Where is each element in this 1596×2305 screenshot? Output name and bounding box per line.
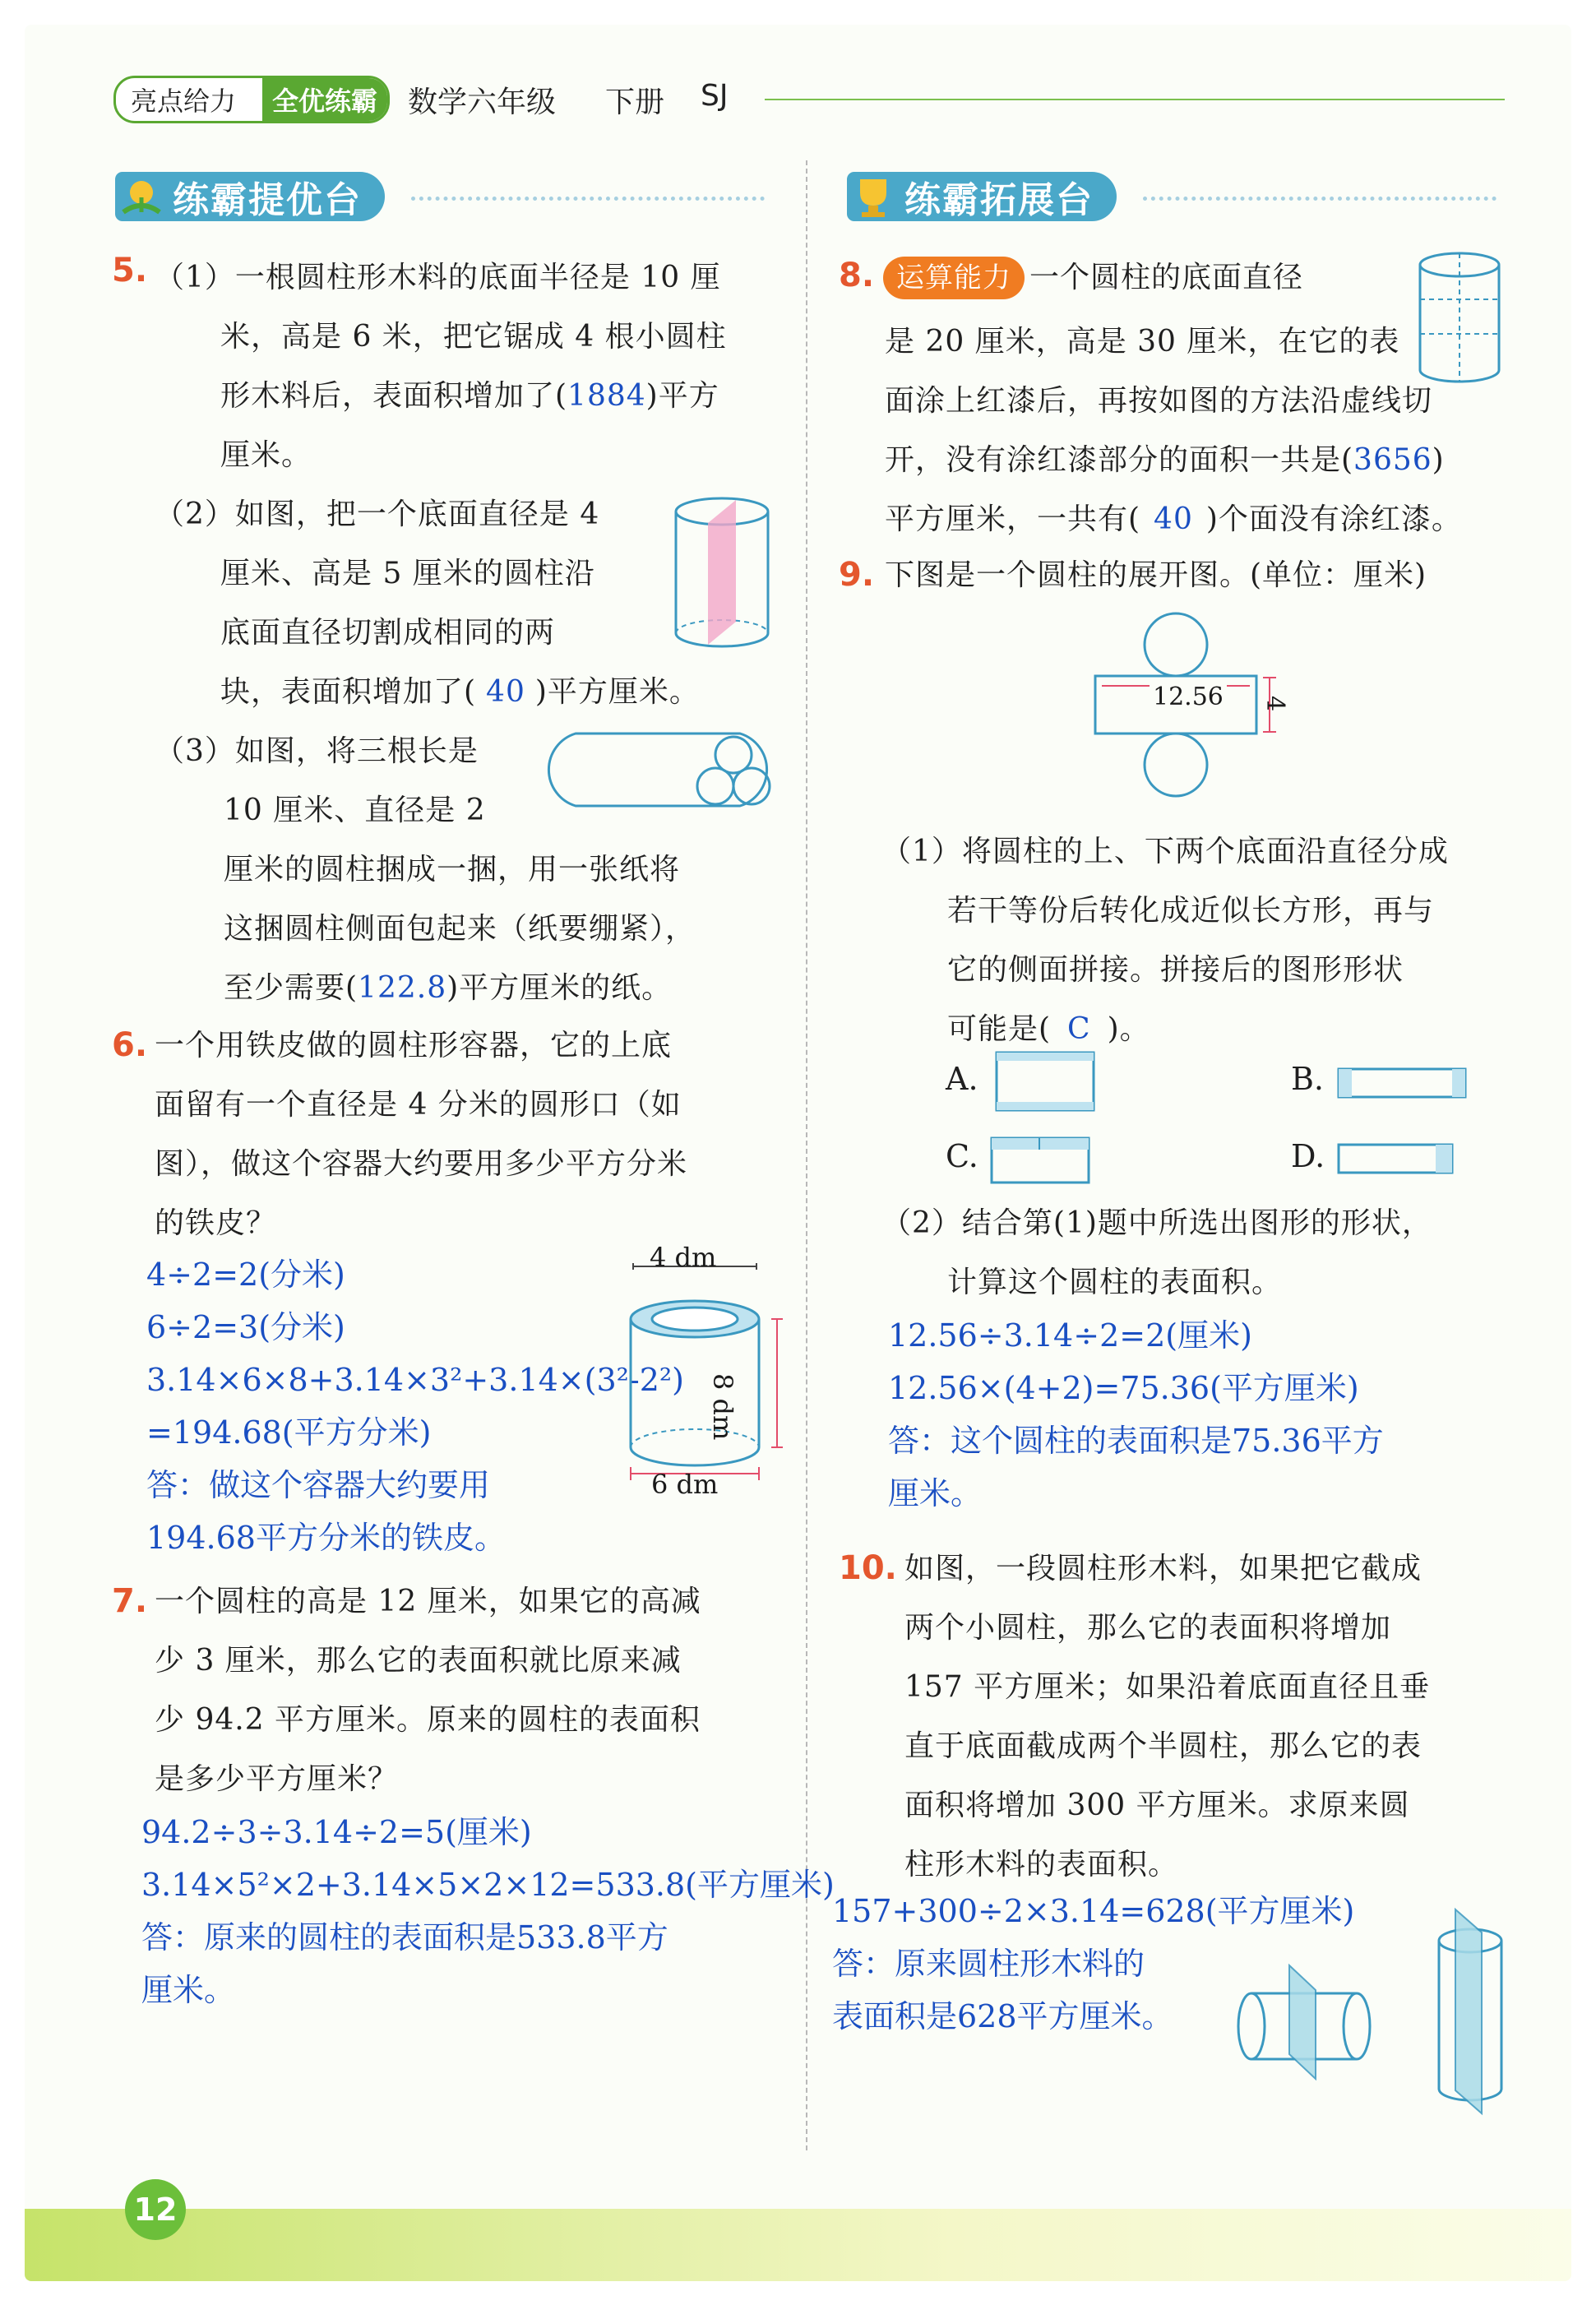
q10-line2: 两个小圆柱，那么它的表面积将增加 [904,1611,1392,1645]
q8-cylinder-figure [1414,248,1505,388]
q9-fig-height: 4 [1261,696,1289,712]
q9-work-2: 12.56×(4+2)=75.36(平方厘米) [888,1370,1359,1406]
q5-p1-answer: 1884 [567,379,646,413]
q9-p1-answer: C [1067,1012,1091,1046]
q8-answer-2: 40 [1154,502,1193,536]
q9-option-a-figure [995,1051,1097,1113]
q10-vertical-cut-figure [1431,1905,1513,2118]
trophy-icon [847,173,900,222]
q8-line4: 开，没有涂红漆部分的面积一共是(3656) [885,443,1445,477]
q5-p2-line3: 底面直径切割成相同的两 [220,616,556,650]
q9-number: 9. [839,556,875,594]
q5-p1-line2: 米，高是 6 米，把它锯成 4 根小圆柱 [220,320,727,354]
q9-net-figure [1094,612,1291,859]
q9-fig-width: 12.56 [1150,683,1227,711]
q9-p1-line1: （1）将圆柱的上、下两个底面沿直径分成 [881,835,1449,868]
q10-work-2: 答：原来圆柱形木料的 [832,1946,1145,1982]
q6-work-6: 194.68平方分米的铁皮。 [146,1520,506,1556]
q8-line5: 平方厘米，一共有( 40 )个面没有涂红漆。 [885,502,1462,536]
section-left-title: 练霸提优台 [115,172,385,221]
q7-work-3: 答：原来的圆柱的表面积是533.8平方 [141,1919,668,1956]
q9-option-a-label: A. [946,1061,978,1097]
q6-work-3: 3.14×6×8+3.14×3²+3.14×(3²-2²) [146,1362,684,1398]
q5-p3-line3: 厘米的圆柱捆成一捆，用一张纸将 [224,853,681,886]
q10-work-1: 157+300÷2×3.14=628(平方厘米) [832,1893,1355,1929]
q10-line6: 柱形木料的表面积。 [904,1848,1179,1881]
brand-badge [113,76,390,123]
q5-p2-answer: 40 [486,675,525,709]
q7-work-1: 94.2÷3÷3.14÷2=5(厘米) [141,1814,532,1850]
sprout-icon [115,174,168,220]
q6-line1: 一个用铁皮做的圆柱形容器，它的上底 [155,1029,673,1062]
q6-work-2: 6÷2=3(分米) [146,1309,345,1345]
q6-fig-side-label: 8 dm [707,1373,738,1441]
q9-p1-line3: 它的侧面拼接。拼接后的图形形状 [947,953,1404,987]
q5-p3-line2: 10 厘米、直径是 2 [224,794,486,827]
q10-line4: 直于底面截成两个半圆柱，那么它的表 [904,1729,1423,1763]
q8-answer-1: 3656 [1353,443,1432,477]
q9-stem: 下图是一个圆柱的展开图。(单位：厘米) [885,558,1427,592]
q6-number: 6. [112,1026,148,1064]
section-left-dots [411,197,765,201]
volume-label: 下册 [605,86,665,119]
q5-p2-line1: （2）如图，把一个底面直径是 4 [155,498,600,531]
q10-horizontal-cut-figure [1233,1957,1373,2081]
q6-work-4: =194.68(平方分米) [146,1414,432,1451]
q5-p3-line4: 这捆圆柱侧面包起来（纸要绷紧）， [224,912,696,946]
column-divider [806,160,807,2150]
q9-option-d-label: D. [1291,1138,1325,1174]
q10-line1: 如图，一段圆柱形木料，如果把它截成 [904,1552,1423,1585]
q9-option-c-figure [990,1136,1092,1186]
q6-fig-top-label: 4 dm [650,1242,717,1273]
q7-work-2: 3.14×5²×2+3.14×5×2×12=533.8(平方厘米) [141,1867,835,1903]
q7-line1: 一个圆柱的高是 12 厘米，如果它的高减 [155,1585,701,1618]
q9-option-b-figure [1337,1067,1469,1100]
q8-line2: 是 20 厘米，高是 30 厘米，在它的表 [885,325,1400,359]
q7-line2: 少 3 厘米，那么它的表面积就比原来减 [155,1644,682,1678]
q5-bundle-figure [543,729,773,811]
q8-line3: 面涂上红漆后，再按如图的方法沿虚线切 [885,384,1433,418]
subject-label: 数学六年级 [408,86,557,119]
q5-p3-line1: （3）如图，将三根长是 [155,734,479,768]
q10-work-3: 表面积是628平方厘米。 [832,1998,1173,2034]
q6-line4: 的铁皮？ [155,1206,277,1240]
q5-p3-line5: 至少需要(122.8)平方厘米的纸。 [224,971,673,1005]
section-left [115,169,385,224]
q6-line2: 面留有一个直径是 4 分米的圆形口（如 [155,1088,682,1122]
q9-option-b-label: B. [1291,1061,1325,1097]
section-right [847,169,1117,224]
q5-p1-line4: 厘米。 [220,438,312,472]
q9-p2-line1: （2）结合第(1)题中所选出图形的形状， [881,1206,1432,1240]
q7-number: 7. [112,1582,148,1620]
q6-fig-bottom-label: 6 dm [651,1469,719,1500]
q5-p1-line3: 形木料后，表面积增加了(1884)平方 [220,379,719,413]
q9-option-d-figure [1337,1143,1455,1176]
q5-cylinder-cut-figure [670,493,777,658]
q8-line1: 运算能力 一个圆柱的底面直径 [883,248,1303,308]
q10-number: 10. [839,1549,897,1587]
section-right-title: 练霸拓展台 [847,172,1117,221]
q9-work-1: 12.56÷3.14÷2=2(厘米) [888,1317,1252,1354]
q10-line3: 157 平方厘米；如果沿着底面直径且垂 [904,1670,1431,1704]
q7-work-4: 厘米。 [141,1972,236,2008]
brand-left: 亮点给力 [131,86,237,117]
q6-work-1: 4÷2=2(分米) [146,1257,345,1293]
q9-option-c-label: C. [946,1138,978,1174]
q5-p2-line2: 厘米、高是 5 厘米的圆柱沿 [220,557,595,590]
q7-line4: 是多少平方厘米？ [155,1762,399,1796]
page-number: 12 [125,2179,186,2240]
brand-right: 全优练霸 [262,78,387,121]
q7-line3: 少 94.2 平方厘米。原来的圆柱的表面积 [155,1703,701,1737]
footer-band [25,2209,1571,2281]
q8-ability-tag: 运算能力 [883,257,1025,299]
q9-p2-line2: 计算这个圆柱的表面积。 [947,1266,1283,1299]
q8-number: 8. [839,257,875,294]
q5-number: 5. [112,252,148,289]
header-rule [765,99,1505,100]
q10-line5: 面积将增加 300 平方厘米。求原来圆 [904,1789,1410,1822]
q6-work-5: 答：做这个容器大约要用 [146,1467,491,1503]
q9-work-4: 厘米。 [888,1475,983,1511]
q5-p2-line4: 块，表面积增加了( 40 )平方厘米。 [220,675,700,709]
section-right-dots [1143,197,1497,201]
q5-p3-answer: 122.8 [358,971,447,1005]
q6-line3: 图），做这个容器大约要用多少平方分米 [155,1147,688,1181]
q9-work-3: 答：这个圆柱的表面积是75.36平方 [888,1423,1384,1459]
q9-p1-line4: 可能是( C )。 [947,1012,1150,1046]
edition-label: SJ [701,79,729,113]
q9-p1-line2: 若干等份后转化成近似长方形，再与 [947,894,1435,928]
q5-p1-line1: （1）一根圆柱形木料的底面半径是 10 厘 [155,261,721,294]
